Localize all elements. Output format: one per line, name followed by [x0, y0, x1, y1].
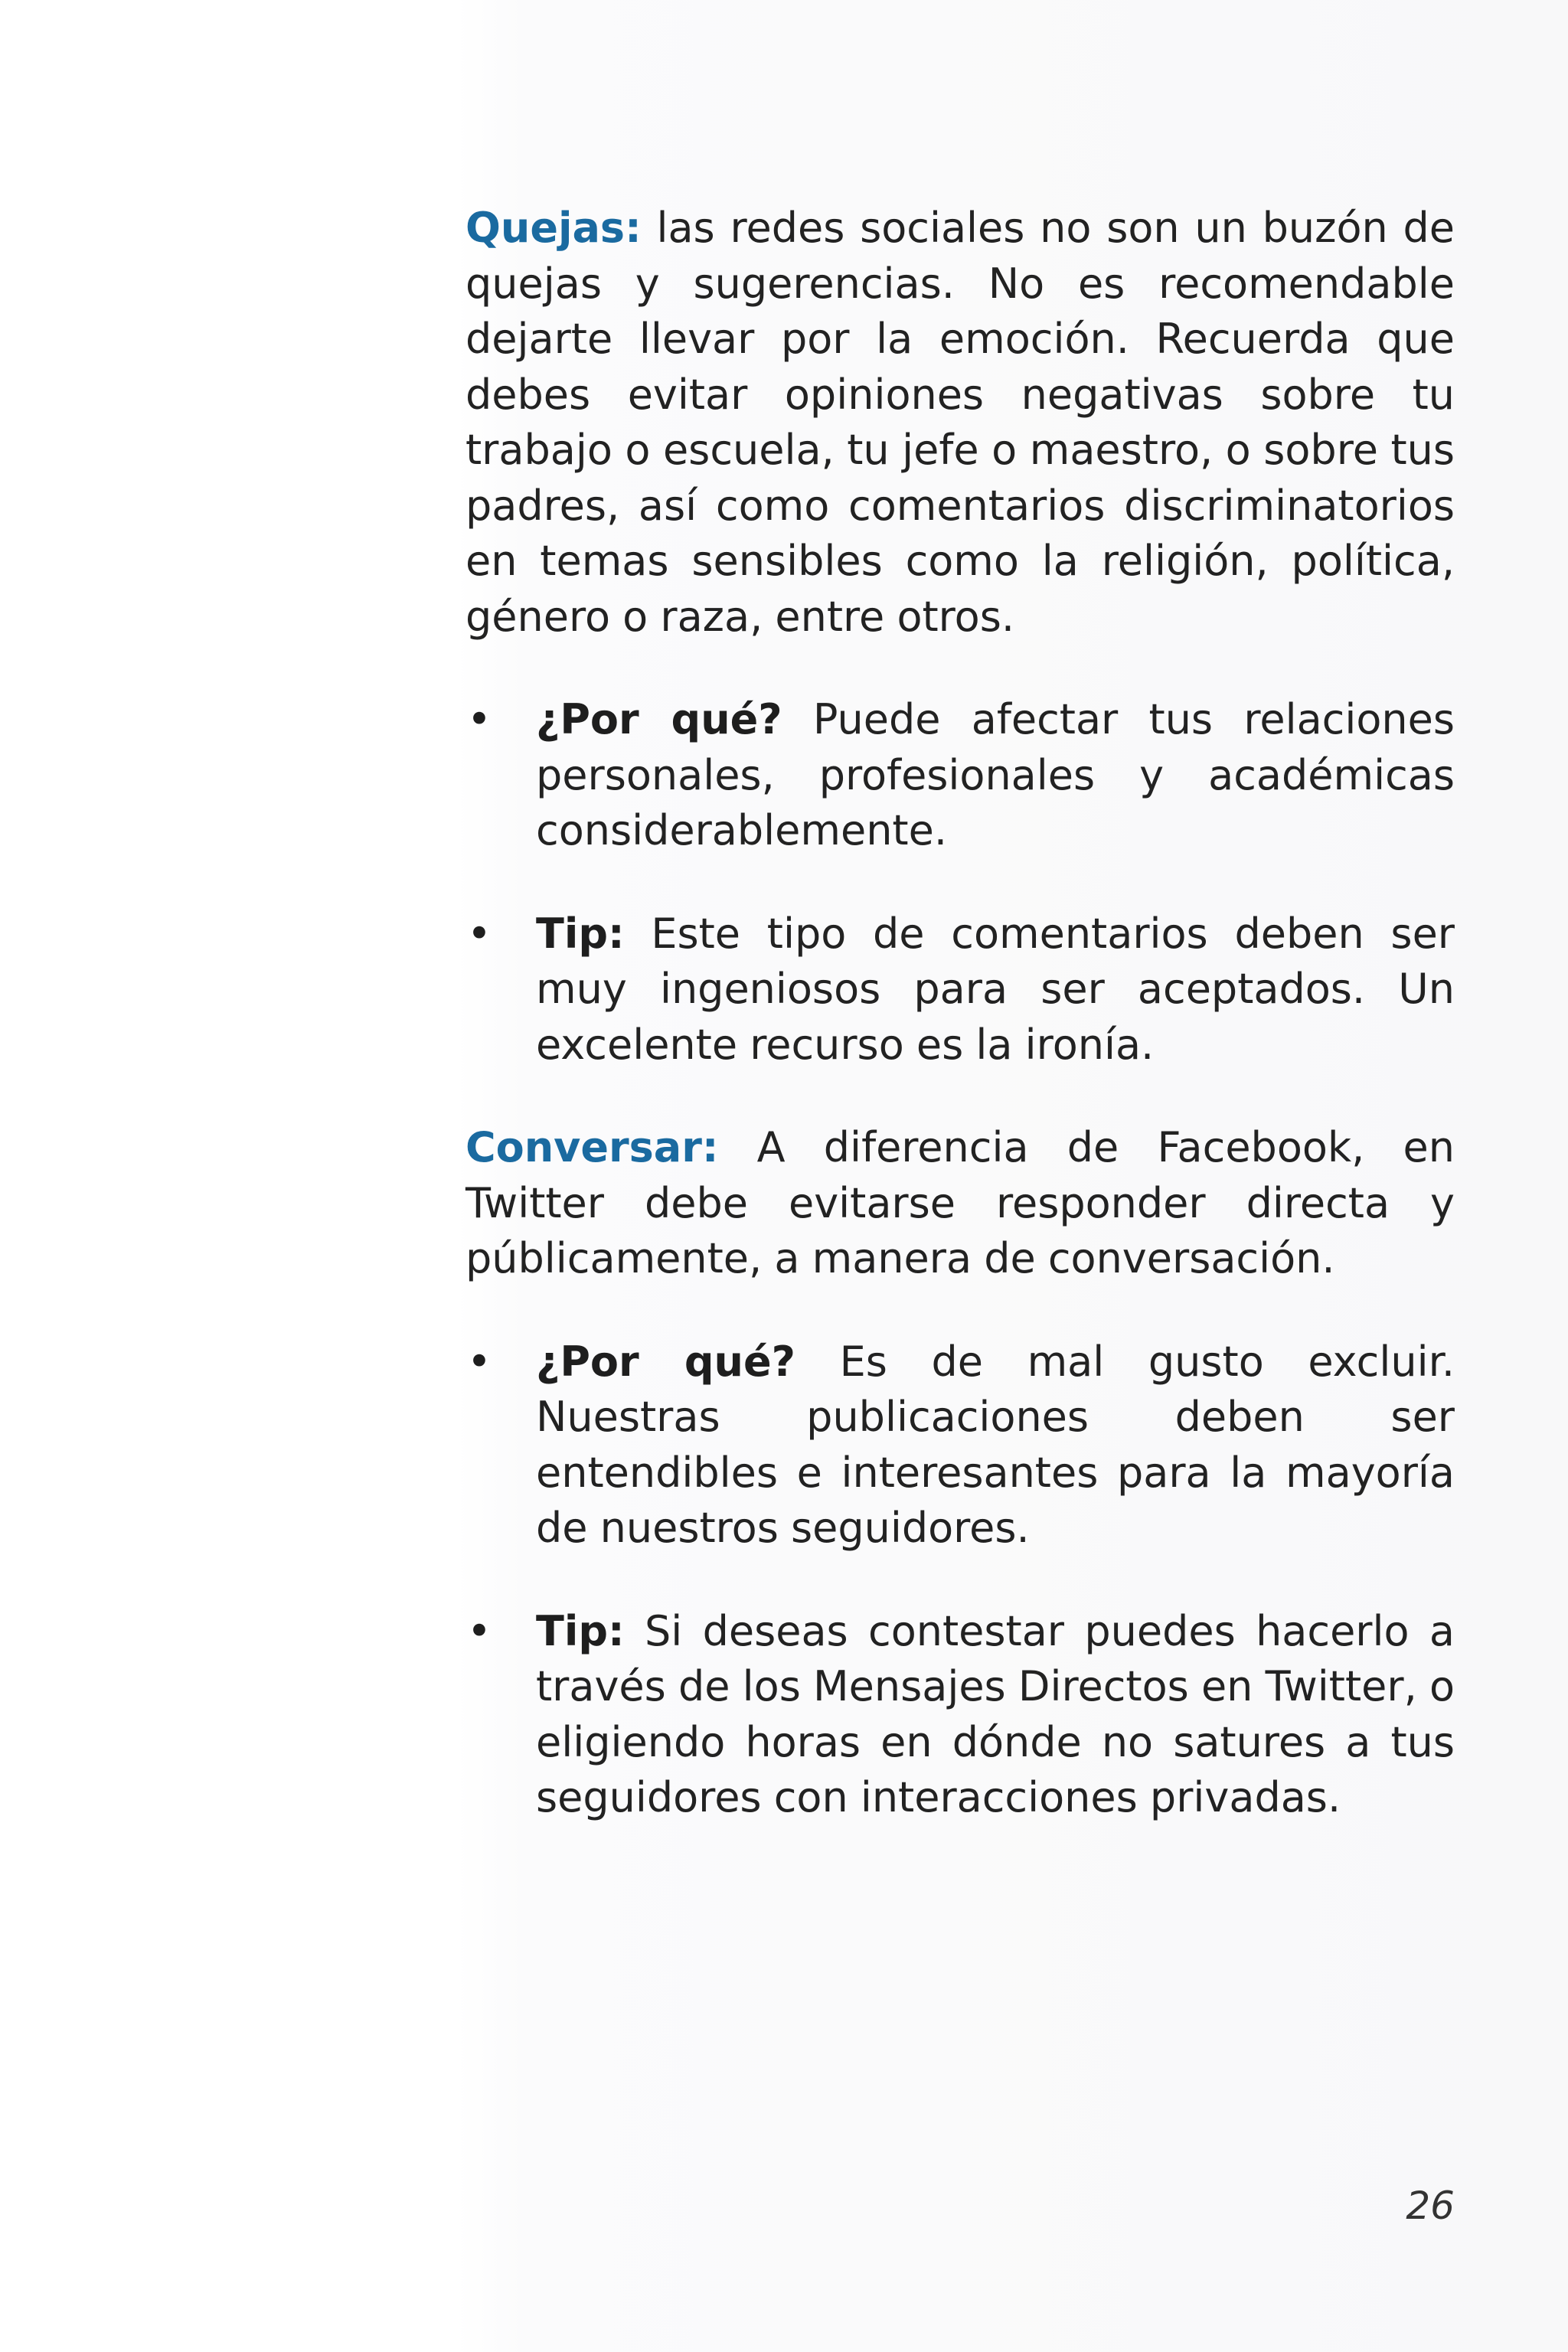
- quejas-paragraph: [466, 201, 1455, 645]
- list-item: [466, 906, 1455, 1073]
- bullet-lead: Tip:: [536, 909, 625, 958]
- bullet-lead: Tip:: [536, 1606, 625, 1655]
- bullet-icon: •: [467, 1606, 492, 1655]
- conversar-paragraph: [466, 1120, 1455, 1287]
- bullet-icon: •: [467, 695, 492, 743]
- list-item: [466, 1604, 1455, 1826]
- conversar-text: A diferencia de Facebook, en Twitter debe evitarse responder directa y públicamente, a manera de conversación.: [466, 1123, 1455, 1282]
- page-content: [466, 201, 1455, 1826]
- bullet-lead: ¿Por qué?: [536, 695, 782, 743]
- bullet-icon: •: [467, 1337, 492, 1386]
- bullet-lead: ¿Por qué?: [536, 1337, 795, 1386]
- bullet-text: Si deseas contestar puedes hacerlo a través de los Mensajes Directos en Twitter, o eligiendo horas en dónde no satures a tus seguidores con interacciones privadas.: [536, 1606, 1455, 1821]
- quejas-heading: Quejas:: [466, 204, 642, 252]
- bullet-text: Es de mal gusto excluir. Nuestras publicaciones deben ser entendibles e interesantes para la mayoría de nuestros seguidores.: [536, 1337, 1455, 1552]
- bullet-icon: •: [467, 909, 492, 958]
- list-item: [466, 692, 1455, 859]
- bullet-text: Puede afectar tus relaciones personales, profesionales y académicas considerablemente.: [536, 695, 1455, 854]
- conversar-bullet-list: [466, 1334, 1455, 1826]
- quejas-bullet-list: [466, 692, 1455, 1073]
- page-number: 26: [1406, 2184, 1455, 2228]
- quejas-text: las redes sociales no son un buzón de quejas y sugerencias. No es recomendable dejarte llevar por la emoción. Recuerda que debes evitar opiniones negativas sobre tu trabajo o escuela, tu jefe o maestro, o sobre tus padres, así como comentarios discriminatorios en temas sensibles como la religión, política, género o raza, entre otros.: [466, 204, 1455, 641]
- list-item: [466, 1334, 1455, 1557]
- bullet-text: Este tipo de comentarios deben ser muy ingeniosos para ser aceptados. Un excelente recurso es la ironía.: [536, 909, 1455, 1069]
- conversar-heading: Conversar:: [466, 1123, 719, 1171]
